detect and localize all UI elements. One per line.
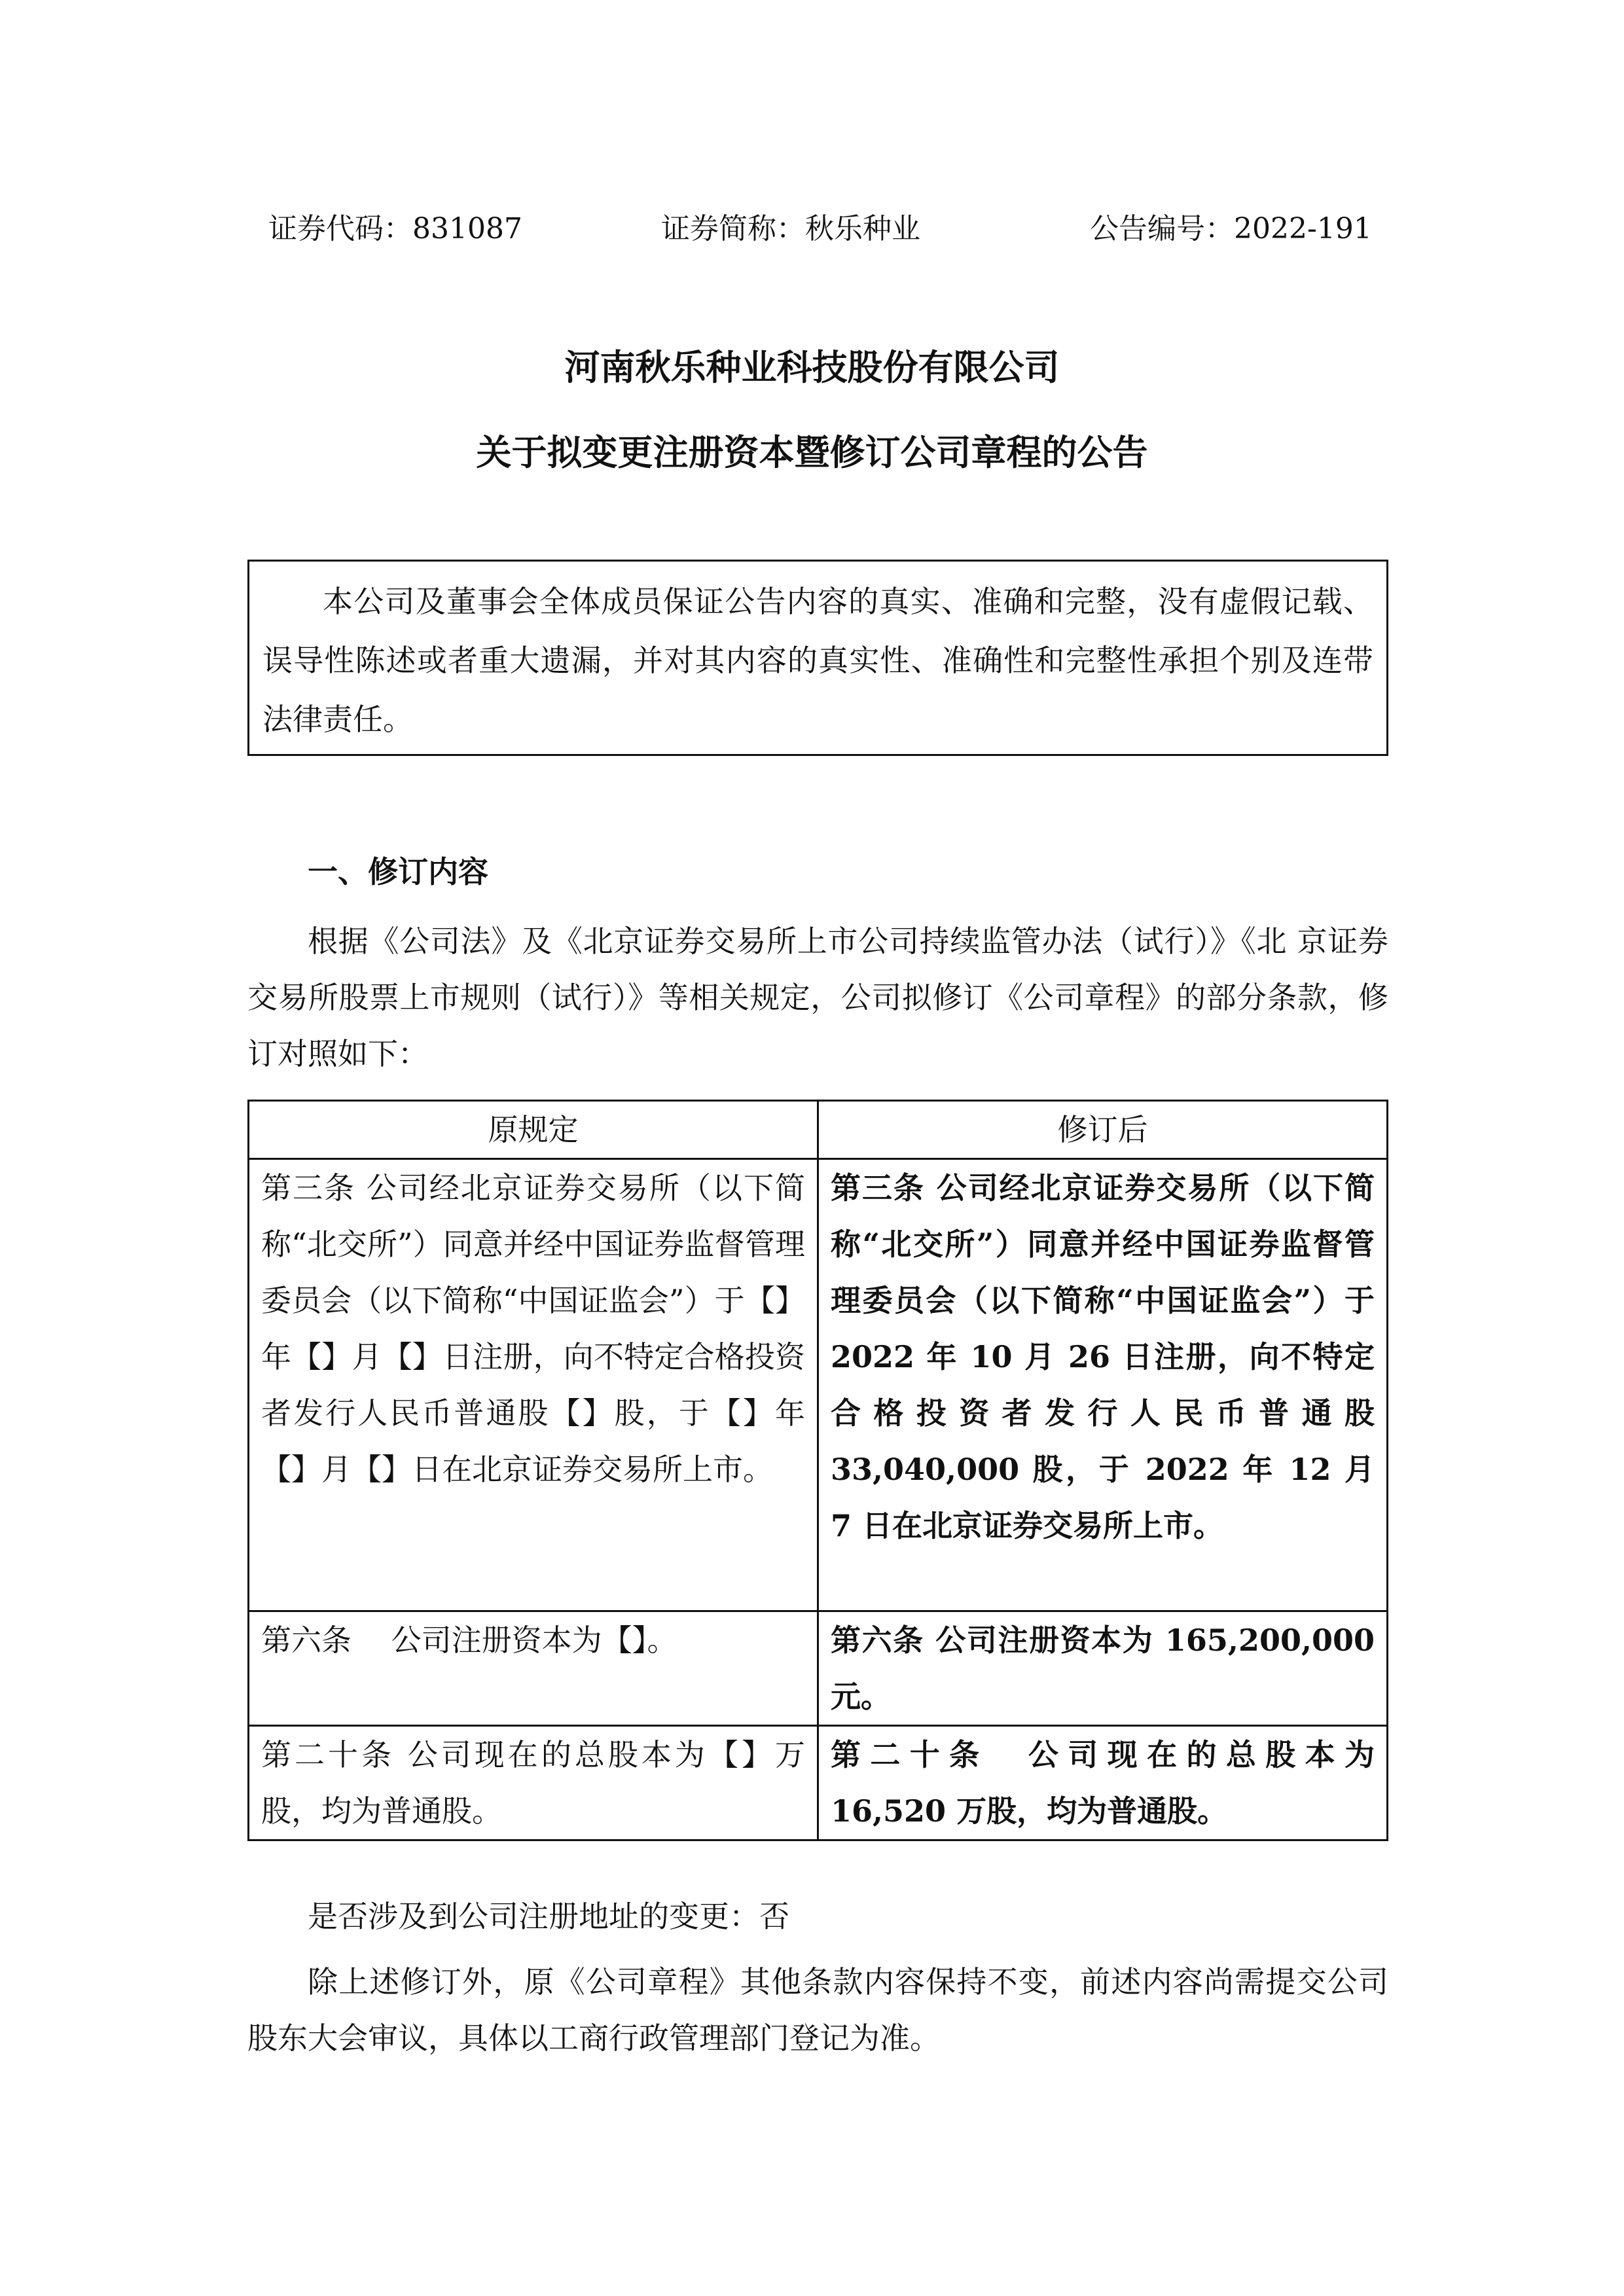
table-row (249, 1726, 1388, 1840)
announcement-title: 关于拟变更注册资本暨修订公司章程的公告 (476, 431, 1148, 473)
address-change-paragraph (247, 1888, 1388, 1945)
security-code: 证券代码：831087 (268, 212, 522, 245)
declaration-text: 本公司及董事会全体成员保证公告内容的真实、准确和完整，没有虚假记载、误导性陈述或者重大遗漏，并对其内容的真实性、准确性和完整性承担个别及连带法律责任。 (262, 584, 1373, 737)
original-article-6: 第六条 公司注册资本为【】。 (249, 1611, 818, 1726)
original-article-20: 第二十条 公司现在的总股本为【】万股，均为普通股。 (249, 1726, 818, 1840)
notice-number: 公告编号：2022-191 (1090, 212, 1372, 245)
closing-paragraph (247, 1954, 1388, 2066)
table-header-row (249, 1101, 1388, 1159)
table-row (249, 1611, 1388, 1726)
original-article-3: 第三条 公司经北京证券交易所（以下简称“北交所”）同意并经中国证券监督管理委员会（以下简称“中国证监会”）于【】年【】月【】日注册，向不特定合格投资者发行人民币普通股【】股，于【】年【】月【】日在北京证券交易所上市。 (249, 1159, 818, 1611)
revised-article-6: 第六条 公司注册资本为 165,200,000 元。 (818, 1611, 1388, 1726)
address-change-text: 是否涉及到公司注册地址的变更：否 (308, 1899, 789, 1934)
closing-text: 除上述修订外，原《公司章程》其他条款内容保持不变，前述内容尚需提交公司股东大会审议，具体以工商行政管理部门登记为准。 (247, 1964, 1388, 2056)
revised-article-20: 第二十条 公司现在的总股本为 16,520 万股，均为普通股。 (818, 1726, 1388, 1840)
company-title: 河南秋乐种业科技股份有限公司 (564, 346, 1060, 388)
intro-text: 根据《公司法》及《北京证券交易所上市公司持续监管办法（试行）》《北 京证券交易所股票上市规则（试行）》等相关规定，公司拟修订《公司章程》的部分条款，修订对照如下： (247, 924, 1388, 1071)
section-heading: 一、修订内容 (308, 854, 488, 889)
table-row (249, 1159, 1388, 1611)
declaration-box (247, 560, 1388, 756)
header-original: 原规定 (249, 1101, 818, 1159)
revised-article-3: 第三条 公司经北京证券交易所（以下简称“北交所”）同意并经中国证券监督管理委员会（以下简称“中国证监会”）于 2022 年 10 月 26 日注册，向不特定合格投资者发行人民币普通股 33,040,000 股，于 2022 年 12 月 7 日在北京证券交易所上市。 (818, 1159, 1388, 1611)
header-revised: 修订后 (818, 1101, 1388, 1159)
security-short-name: 证券简称：秋乐种业 (661, 212, 920, 245)
amendment-table (247, 1100, 1388, 1841)
intro-paragraph (247, 913, 1388, 1082)
